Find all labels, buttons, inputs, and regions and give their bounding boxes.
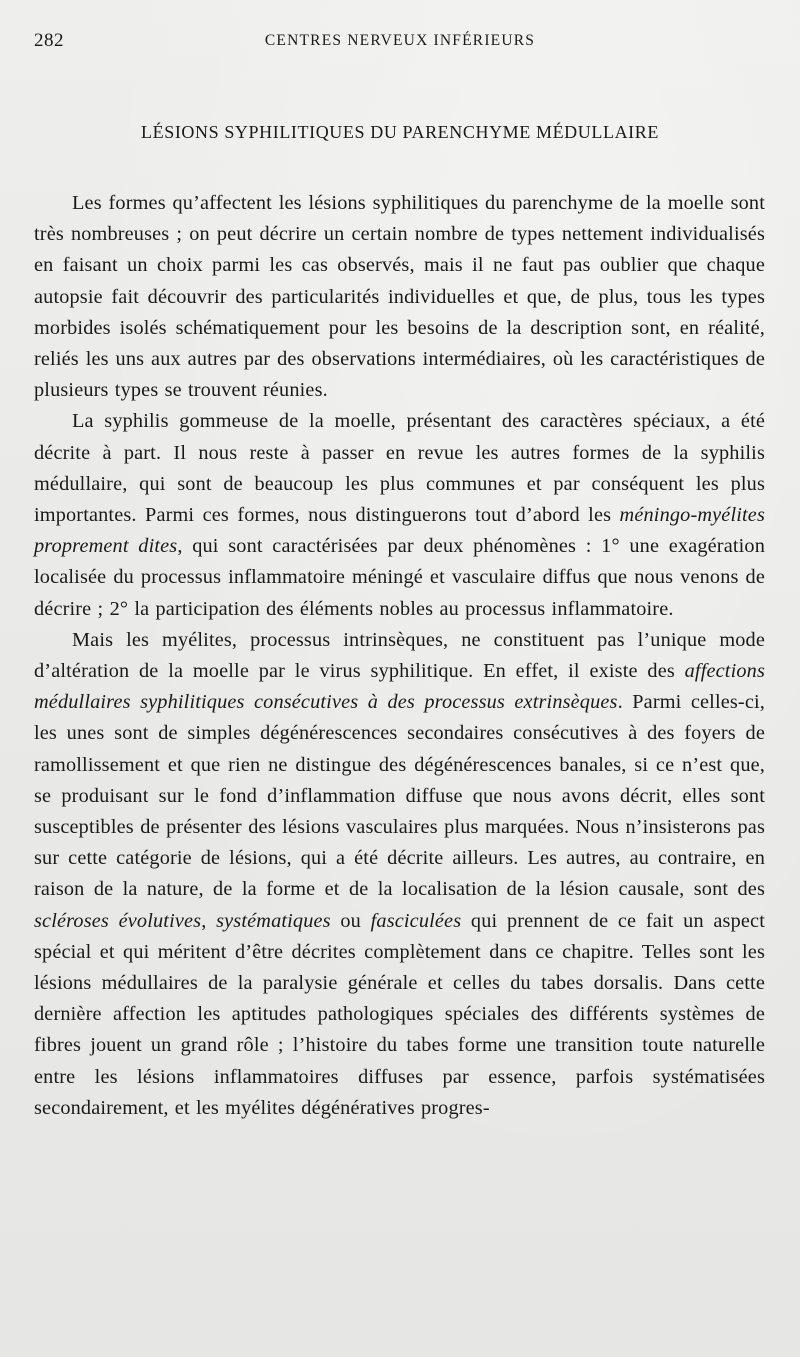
paragraph <box>34 188 765 406</box>
paragraph <box>34 625 765 1124</box>
italic-phrase: affections médullaires syphilitiques consécutives à des processus extrinsèques <box>34 660 765 714</box>
text-run: qui prennent de ce fait un aspect spécial et qui méritent d’être décrites complètement dans ce chapitre. Telles sont les lésions médullaires de la paralysie générale et celles du tabes dorsalis. Dans cette dernière affection les aptitudes pathologiques spéciales des différents systèmes de fibres jouent un grand rôle ; l’histoire du tabes forme une transition toute naturelle entre les lésions inflammatoires diffuses par essence, parfois systématisées secondairement, et les myélites dégénératives progres- <box>34 909 765 1119</box>
paragraph <box>34 406 765 624</box>
text-run: , qui sont caractérisées par deux phénomènes : 1° une exagération localisée du processus inflammatoire méningé et vasculaire diffus que nous venons de décrire ; 2° la participation des éléments nobles au processus inflammatoire. <box>34 535 765 620</box>
text-run: Mais les myélites, processus intrinsèques, ne constituent pas l’unique mode d’altération de la moelle par le virus syphilitique. En effet, il existe des <box>34 628 765 683</box>
running-title: CENTRES NERVEUX INFÉRIEURS <box>264 32 536 49</box>
italic-phrase: fasciculées <box>370 909 462 932</box>
italic-phrase: méningo-myélites proprement dites <box>34 504 765 558</box>
italic-phrase: scléroses évolutives <box>34 909 202 932</box>
italic-phrase: systématiques <box>216 909 331 932</box>
text-run: ou <box>330 909 371 932</box>
body-text <box>34 188 765 1124</box>
section-title: LÉSIONS SYPHILITIQUES DU PARENCHYME MÉDULLAIRE <box>141 122 659 142</box>
text-run: Les formes qu’affectent les lésions syphilitiques du parenchyme de la moelle sont très nombreuses ; on peut décrire un certain nombre de types nettement individualisés en faisant un choix parmi les cas observés, mais il ne faut pas oublier que chaque autopsie fait découvrir des particularités individuelles et que, de plus, tous les types morbides isolés schématiquement pour les besoins de la description sont, en réalité, reliés les uns aux autres par des observations intermédiaires, où les caractéristiques de plusieurs types se trouvent réunies. <box>34 192 765 402</box>
page-number: 282 <box>34 30 64 51</box>
text-run: La syphilis gommeuse de la moelle, présentant des caractères spéciaux, a été décrite à part. Il nous reste à passer en revue les autres formes de la syphilis médullaire, qui sont de beaucoup les plus communes et par conséquent les plus importantes. Parmi ces formes, nous distinguerons tout d’abord les <box>34 410 765 527</box>
text-run: . Parmi celles-ci, les unes sont de simples dégénérescences secondaires consécutives à des foyers de ramollissement et que rien ne distingue des dégénérescences banales, si ce n’est que, se produisant sur le fond d’inflammation diffuse que nous avons décrit, elles sont susceptibles de présenter des lésions vasculaires plus marquées. Nous n’insisterons pas sur cette catégorie de lésions, qui a été décrite ailleurs. Les autres, au contraire, en raison de la nature, de la forme et de la localisation de la lésion causale, sont des <box>34 691 765 901</box>
running-header <box>34 30 766 54</box>
text-run: , <box>201 909 217 932</box>
